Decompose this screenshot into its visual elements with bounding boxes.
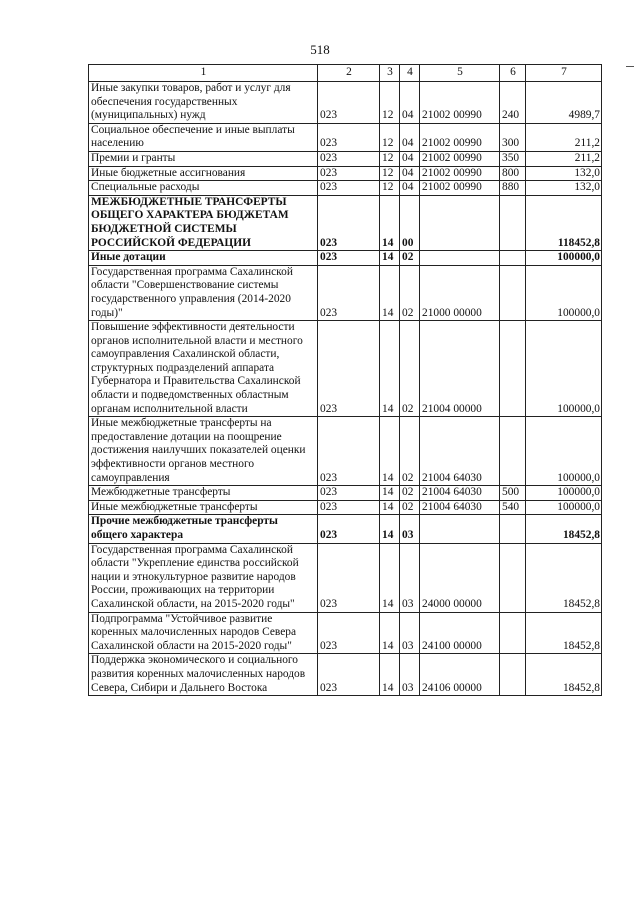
amount-cell: 18452,8 [526, 654, 602, 696]
row-name-cell: Подпрограмма "Устойчивое развитие коренных малочисленных народов Севера Сахалинской области на 2015-2020 годы" [89, 612, 318, 654]
table-row [89, 321, 602, 417]
section-code-cell: 14 [380, 515, 400, 543]
amount-cell: 118452,8 [526, 195, 602, 250]
scan-edge-mark [626, 66, 634, 67]
expense-type-cell: 880 [500, 181, 526, 196]
expense-type-cell: 800 [500, 166, 526, 181]
target-article-cell: 21002 00990 [420, 151, 500, 166]
section-code-cell: 14 [380, 612, 400, 654]
section-code-cell: 14 [380, 265, 400, 320]
table-row [89, 417, 602, 486]
expense-type-cell [500, 417, 526, 486]
target-article-cell: 24000 00000 [420, 543, 500, 612]
row-name-cell: Иные закупки товаров, работ и услуг для обеспечения государственных (муниципальных) нужд [89, 82, 318, 124]
amount-cell: 100000,0 [526, 500, 602, 515]
target-article-cell [420, 515, 500, 543]
table-row [89, 181, 602, 196]
row-name-cell: Поддержка экономического и социального развития коренных малочисленных народов Севера, Сибири и Дальнего Востока [89, 654, 318, 696]
section-code-cell: 12 [380, 82, 400, 124]
row-name-cell: Государственная программа Сахалинской области "Укрепление единства российской нации и этнокультурное развитие народов России, проживающих на территории Сахалинской области, на 2015-2020 годы" [89, 543, 318, 612]
subsection-code-cell: 03 [400, 654, 420, 696]
subsection-code-cell: 04 [400, 166, 420, 181]
expense-type-cell [500, 195, 526, 250]
department-code-cell: 023 [318, 321, 380, 417]
amount-cell: 132,0 [526, 166, 602, 181]
row-name-cell: Премии и гранты [89, 151, 318, 166]
subsection-code-cell: 02 [400, 251, 420, 266]
expense-type-cell: 540 [500, 500, 526, 515]
amount-cell: 132,0 [526, 181, 602, 196]
section-code-cell: 14 [380, 321, 400, 417]
department-code-cell: 023 [318, 181, 380, 196]
expense-type-cell [500, 265, 526, 320]
department-code-cell: 023 [318, 251, 380, 266]
row-name-cell: Иные межбюджетные трансферты [89, 500, 318, 515]
section-code-cell: 14 [380, 417, 400, 486]
department-code-cell: 023 [318, 151, 380, 166]
table-row [89, 195, 602, 250]
amount-cell: 100000,0 [526, 251, 602, 266]
row-name-cell: Иные бюджетные ассигнования [89, 166, 318, 181]
row-name-cell: Иные межбюджетные трансферты на предоставление дотации на поощрение достижения наилучших показателей оценки эффективности органов местного самоуправления [89, 417, 318, 486]
expense-type-cell [500, 321, 526, 417]
department-code-cell: 023 [318, 654, 380, 696]
target-article-cell: 21004 00000 [420, 321, 500, 417]
expense-type-cell: 350 [500, 151, 526, 166]
table-row [89, 265, 602, 320]
section-code-cell: 14 [380, 486, 400, 501]
table-row [89, 515, 602, 543]
table-row [89, 654, 602, 696]
subsection-code-cell: 02 [400, 417, 420, 486]
subsection-code-cell: 03 [400, 612, 420, 654]
row-name-cell: Иные дотации [89, 251, 318, 266]
table-row [89, 123, 602, 151]
column-header: 1 [89, 65, 318, 82]
expense-type-cell [500, 515, 526, 543]
table-row [89, 543, 602, 612]
column-header: 4 [400, 65, 420, 82]
section-code-cell: 14 [380, 654, 400, 696]
department-code-cell: 023 [318, 265, 380, 320]
target-article-cell: 21002 00990 [420, 82, 500, 124]
amount-cell: 100000,0 [526, 265, 602, 320]
amount-cell: 100000,0 [526, 321, 602, 417]
table-row [89, 166, 602, 181]
expense-type-cell: 300 [500, 123, 526, 151]
target-article-cell: 21000 00000 [420, 265, 500, 320]
section-code-cell: 14 [380, 195, 400, 250]
row-name-cell: Социальное обеспечение и иные выплаты населению [89, 123, 318, 151]
row-name-cell: Межбюджетные трансферты [89, 486, 318, 501]
amount-cell: 100000,0 [526, 417, 602, 486]
target-article-cell: 21004 64030 [420, 486, 500, 501]
subsection-code-cell: 04 [400, 151, 420, 166]
column-header: 2 [318, 65, 380, 82]
target-article-cell: 24100 00000 [420, 612, 500, 654]
department-code-cell: 023 [318, 417, 380, 486]
subsection-code-cell: 03 [400, 543, 420, 612]
table-body [89, 82, 602, 696]
department-code-cell: 023 [318, 486, 380, 501]
expense-type-cell: 500 [500, 486, 526, 501]
amount-cell: 18452,8 [526, 515, 602, 543]
section-code-cell: 12 [380, 123, 400, 151]
row-name-cell: Повышение эффективности деятельности органов исполнительной власти и местного самоуправления Сахалинской области, структурных подразделений аппарата Губернатора и Правительства Сахалинской области и подведомственных областным органам исполнительной власти [89, 321, 318, 417]
section-code-cell: 12 [380, 181, 400, 196]
department-code-cell: 023 [318, 82, 380, 124]
column-header: 5 [420, 65, 500, 82]
table-row [89, 151, 602, 166]
department-code-cell: 023 [318, 195, 380, 250]
target-article-cell: 21002 00990 [420, 166, 500, 181]
department-code-cell: 023 [318, 515, 380, 543]
row-name-cell: Специальные расходы [89, 181, 318, 196]
expense-type-cell [500, 612, 526, 654]
row-name-cell: Прочие межбюджетные трансферты общего характера [89, 515, 318, 543]
subsection-code-cell: 02 [400, 321, 420, 417]
target-article-cell: 21004 64030 [420, 417, 500, 486]
page-number: 518 [310, 42, 330, 57]
table-row [89, 251, 602, 266]
expense-type-cell [500, 543, 526, 612]
header-row [89, 65, 602, 82]
row-name-cell: МЕЖБЮДЖЕТНЫЕ ТРАНСФЕРТЫ ОБЩЕГО ХАРАКТЕРА БЮДЖЕТАМ БЮДЖЕТНОЙ СИСТЕМЫ РОССИЙСКОЙ ФЕДЕРАЦИИ [89, 195, 318, 250]
target-article-cell: 21002 00990 [420, 123, 500, 151]
department-code-cell: 023 [318, 543, 380, 612]
amount-cell: 100000,0 [526, 486, 602, 501]
subsection-code-cell: 04 [400, 181, 420, 196]
amount-cell: 4989,7 [526, 82, 602, 124]
table-row [89, 500, 602, 515]
amount-cell: 18452,8 [526, 612, 602, 654]
subsection-code-cell: 04 [400, 123, 420, 151]
department-code-cell: 023 [318, 500, 380, 515]
target-article-cell: 21004 64030 [420, 500, 500, 515]
column-header: 7 [526, 65, 602, 82]
budget-table [88, 64, 602, 696]
subsection-code-cell: 00 [400, 195, 420, 250]
section-code-cell: 14 [380, 251, 400, 266]
subsection-code-cell: 02 [400, 265, 420, 320]
table-row [89, 486, 602, 501]
target-article-cell [420, 251, 500, 266]
column-header: 6 [500, 65, 526, 82]
subsection-code-cell: 03 [400, 515, 420, 543]
table-row [89, 82, 602, 124]
subsection-code-cell: 02 [400, 500, 420, 515]
department-code-cell: 023 [318, 123, 380, 151]
target-article-cell: 21002 00990 [420, 181, 500, 196]
row-name-cell: Государственная программа Сахалинской области "Совершенствование системы государственного управления (2014-2020 годы)" [89, 265, 318, 320]
target-article-cell: 24106 00000 [420, 654, 500, 696]
expense-type-cell [500, 251, 526, 266]
amount-cell: 18452,8 [526, 543, 602, 612]
expense-type-cell: 240 [500, 82, 526, 124]
expense-type-cell [500, 654, 526, 696]
amount-cell: 211,2 [526, 151, 602, 166]
section-code-cell: 12 [380, 151, 400, 166]
table-row [89, 612, 602, 654]
amount-cell: 211,2 [526, 123, 602, 151]
section-code-cell: 12 [380, 166, 400, 181]
column-header: 3 [380, 65, 400, 82]
department-code-cell: 023 [318, 612, 380, 654]
target-article-cell [420, 195, 500, 250]
section-code-cell: 14 [380, 543, 400, 612]
subsection-code-cell: 04 [400, 82, 420, 124]
department-code-cell: 023 [318, 166, 380, 181]
subsection-code-cell: 02 [400, 486, 420, 501]
section-code-cell: 14 [380, 500, 400, 515]
